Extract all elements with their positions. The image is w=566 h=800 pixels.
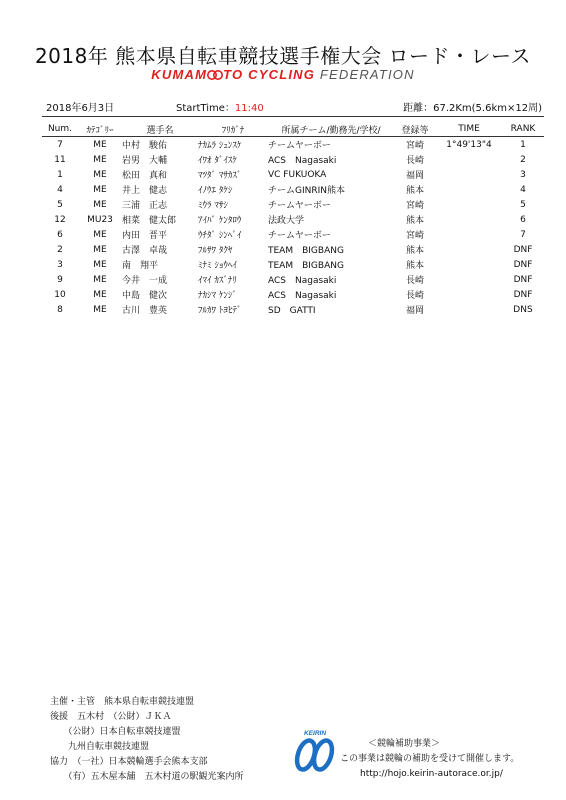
cell-kana: ｳﾁﾀﾞ ｼﾝﾍﾟｲ xyxy=(198,231,242,241)
cell-kana: ﾏﾂﾀﾞ ﾏｻｶｽﾞ xyxy=(198,171,242,181)
cell-time xyxy=(436,152,502,167)
header-name: 選手名 xyxy=(122,122,198,137)
cell-time xyxy=(436,242,502,257)
cell-category: ME xyxy=(93,229,107,240)
cell-registration: 宮崎 xyxy=(405,201,424,211)
cell-registration: 長崎 xyxy=(405,156,424,166)
subsidy-info xyxy=(340,737,519,782)
table-row xyxy=(42,182,544,197)
cell-time xyxy=(436,257,502,272)
cell-num: 9 xyxy=(57,274,63,285)
cell-category: ME xyxy=(93,304,107,315)
cell-category: ME xyxy=(93,199,107,210)
cell-name: 岩男 大輔 xyxy=(122,156,168,166)
cell-num: 10 xyxy=(54,289,66,300)
cell-name: 松田 真和 xyxy=(122,171,168,181)
cell-name: 南 翔平 xyxy=(122,261,159,271)
credit-line: 後援 五木村 （公財）ＪＫＡ xyxy=(50,712,172,722)
credit-line: （公財）日本自転車競技連盟 xyxy=(50,727,181,737)
table-row xyxy=(42,227,544,242)
cell-num: 1 xyxy=(57,169,63,180)
cell-num: 11 xyxy=(54,154,66,165)
credit-line: （有）五木屋本舗 五木村道の駅観光案内所 xyxy=(50,772,244,782)
cell-registration: 長崎 xyxy=(405,276,424,286)
table-row xyxy=(42,152,544,167)
cell-kana: ｲﾉｳｴ ﾀｹｼ xyxy=(198,186,233,196)
cell-rank: DNF xyxy=(513,289,533,300)
cell-registration: 福岡 xyxy=(405,306,424,316)
cell-team: TEAM BIGBANG xyxy=(268,246,344,256)
cell-kana: ｲﾏｲ ｶｽﾞﾅﾘ xyxy=(198,276,237,286)
race-date: 2018年6月3日 xyxy=(46,103,115,114)
cell-time xyxy=(436,272,502,287)
credit-line: 協力 （一社）日本競輪選手会熊本支部 xyxy=(50,757,208,767)
start-time xyxy=(176,99,264,114)
cell-name: 三浦 正志 xyxy=(122,201,168,211)
table-row xyxy=(42,197,544,212)
cell-kana: ﾐﾅﾐ ｼｮｳﾍｲ xyxy=(198,261,237,271)
cell-name: 今井 一成 xyxy=(122,276,168,286)
cell-kana: ﾅｶｼﾏ ｹﾝｼﾞ xyxy=(198,291,237,301)
cell-name: 古澤 卓哉 xyxy=(122,246,168,256)
logo-text-kumamoto-a: KUMAM xyxy=(151,67,208,82)
cell-team: チームヤーボー xyxy=(268,201,331,211)
cell-registration: 長崎 xyxy=(405,291,424,301)
start-time-value: 11:40 xyxy=(234,103,264,114)
cell-num: 4 xyxy=(57,184,63,195)
cell-kana: ﾌﾙｻﾜ ﾀｸﾔ xyxy=(198,246,233,256)
cell-registration: 熊本 xyxy=(405,186,424,196)
cell-num: 3 xyxy=(57,259,63,270)
cell-name: 井上 健志 xyxy=(122,186,168,196)
cell-team: チームヤーボー xyxy=(268,231,331,241)
cell-team: TEAM BIGBANG xyxy=(268,261,344,271)
cell-registration: 熊本 xyxy=(405,261,424,271)
keirin-logo xyxy=(293,728,337,778)
cell-time xyxy=(436,182,502,197)
cell-rank: DNF xyxy=(513,274,533,285)
cell-team: ACS Nagasaki xyxy=(268,291,337,301)
header-registration: 登録等 xyxy=(394,122,436,137)
cell-registration: 熊本 xyxy=(405,246,424,256)
subsidy-label: ＜競輪補助事業＞ xyxy=(368,739,441,749)
cell-category: ME xyxy=(93,274,107,285)
header-category: ｶﾃｺﾞﾘｰ xyxy=(78,122,122,137)
cell-registration: 宮崎 xyxy=(405,231,424,241)
cell-team: チームGINRIN熊本 xyxy=(268,186,346,196)
header-time: TIME xyxy=(436,122,502,137)
cell-num: 8 xyxy=(57,304,63,315)
cell-category: ME xyxy=(93,139,107,150)
race-distance: 距離：67.2Km(5.6km×12周) xyxy=(403,103,542,114)
table-row xyxy=(42,212,544,227)
cell-category: ME xyxy=(93,289,107,300)
results-table xyxy=(42,122,544,317)
logo-text-kumamoto-b: TO xyxy=(223,67,244,82)
cell-num: 2 xyxy=(57,244,63,255)
credit-line: 九州自転車競技連盟 xyxy=(50,742,150,752)
cell-rank: 4 xyxy=(520,184,526,195)
table-row xyxy=(42,137,544,153)
cell-registration: 熊本 xyxy=(405,216,424,226)
table-row xyxy=(42,167,544,182)
cell-num: 6 xyxy=(57,229,63,240)
logo-wheel-icon xyxy=(207,69,223,84)
header-kana: ﾌﾘｶﾞﾅ xyxy=(198,122,268,137)
cell-kana: ｲﾜｵ ﾀﾞｲｽｹ xyxy=(198,156,237,166)
cell-registration: 宮崎 xyxy=(405,141,424,151)
cell-num: 7 xyxy=(57,139,63,150)
cell-category: ME xyxy=(93,154,107,165)
cell-time xyxy=(436,302,502,317)
cell-rank: 3 xyxy=(520,169,526,180)
table-row xyxy=(42,272,544,287)
cell-num: 5 xyxy=(57,199,63,210)
header-divider xyxy=(42,116,544,117)
cell-category: ME xyxy=(93,259,107,270)
logo-text-federation: FEDERATION xyxy=(319,67,415,82)
cell-kana: ｱｲﾊﾞ ｹﾝﾀﾛｳ xyxy=(198,216,242,226)
cell-team: 法政大学 xyxy=(268,216,305,226)
page-title: 2018年 熊本県自転車競技選手権大会 ロード・レース xyxy=(34,44,532,68)
cell-category: ME xyxy=(93,244,107,255)
cell-registration: 福岡 xyxy=(405,171,424,181)
cell-category: MU23 xyxy=(87,214,113,225)
cell-team: SD GATTI xyxy=(268,306,316,316)
cell-team: ACS Nagasaki xyxy=(268,156,337,166)
cell-time xyxy=(436,167,502,182)
cell-name: 古川 豊英 xyxy=(122,306,168,316)
cell-time xyxy=(436,227,502,242)
cell-name: 中村 駿佑 xyxy=(122,141,168,151)
cell-name: 内田 晋平 xyxy=(122,231,168,241)
keirin-logo-text: KEIRIN xyxy=(303,730,327,737)
cell-time xyxy=(436,197,502,212)
header-team: 所属チーム/勤務先/学校/ xyxy=(268,122,394,137)
federation-logo xyxy=(0,67,566,84)
cell-rank: DNF xyxy=(513,259,533,270)
cell-time: 1°49'13"4 xyxy=(446,139,492,150)
table-header-row xyxy=(42,122,544,137)
cell-rank: 5 xyxy=(520,199,526,210)
start-time-label: StartTime： xyxy=(176,103,235,114)
cell-team: VC FUKUOKA xyxy=(268,169,327,180)
cell-name: 中島 健次 xyxy=(122,291,168,301)
cell-kana: ﾌﾙｶﾜ ﾄﾖﾋﾃﾞ xyxy=(198,306,242,316)
table-row xyxy=(42,302,544,317)
logo-text-cycling: CYCLING xyxy=(248,67,316,82)
table-row xyxy=(42,257,544,272)
cell-rank: 2 xyxy=(520,154,526,165)
cell-kana: ﾐｳﾗ ﾏｻｼ xyxy=(198,201,228,211)
subsidy-note: この事業は競輪の補助を受けて開催します。 xyxy=(340,754,520,764)
cell-num: 12 xyxy=(54,214,66,225)
table-row xyxy=(42,242,544,257)
cell-time xyxy=(436,212,502,227)
organizer-credits xyxy=(50,695,244,785)
cell-kana: ﾅｶﾑﾗ ｼｭﾝｽｹ xyxy=(198,141,242,151)
cell-rank: 6 xyxy=(520,214,526,225)
cell-time xyxy=(436,287,502,302)
cell-team: ACS Nagasaki xyxy=(268,276,337,286)
header-rank: RANK xyxy=(502,122,544,137)
cell-team: チームヤーボー xyxy=(268,141,331,151)
cell-category: ME xyxy=(93,169,107,180)
table-row xyxy=(42,287,544,302)
cell-rank: 7 xyxy=(520,229,526,240)
subsidy-url[interactable]: http://hojo.keirin-autorace.or.jp/ xyxy=(360,769,503,779)
cell-category: ME xyxy=(93,184,107,195)
cell-rank: DNF xyxy=(513,244,533,255)
cell-rank: 1 xyxy=(520,139,526,150)
cell-rank: DNS xyxy=(513,304,533,315)
credit-line: 主催・主管 熊本県自転車競技連盟 xyxy=(50,697,195,707)
cell-name: 相菜 健太郎 xyxy=(122,216,177,226)
header-num: Num. xyxy=(42,122,78,137)
